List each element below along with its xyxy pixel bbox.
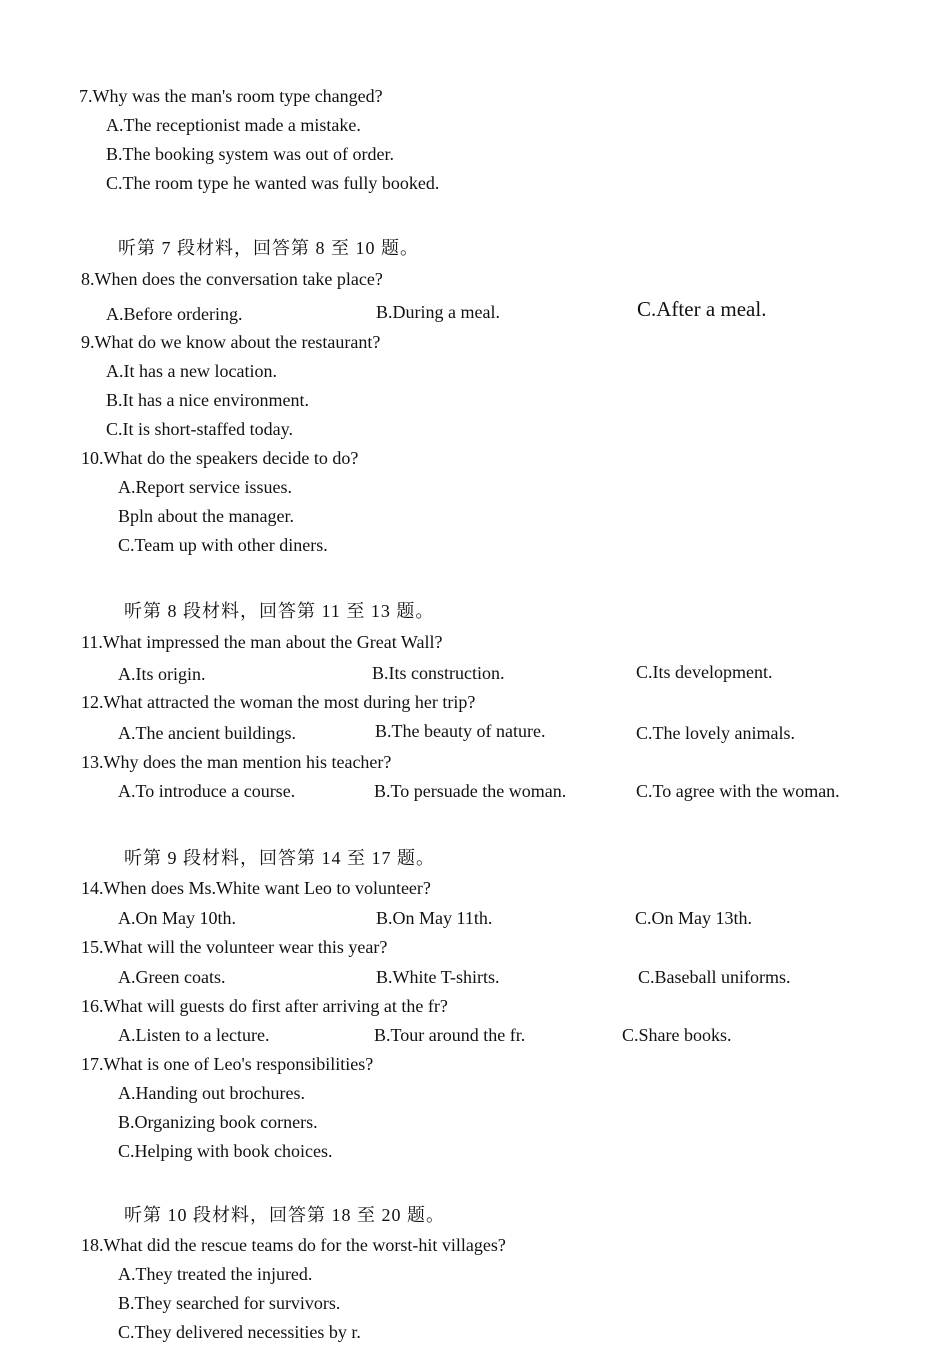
q11-option-b: B.Its construction. — [372, 663, 505, 683]
q16-stem: 16.What will guests do first after arriving at the fr? — [81, 996, 448, 1016]
q13-option-c: C.To agree with the woman. — [636, 781, 840, 801]
q13-option-b: B.To persuade the woman. — [374, 781, 567, 801]
q11-option-a: A.Its origin. — [118, 664, 206, 684]
section-9-heading: 听第 9 段材料，回答第 14 至 17 题。 — [124, 848, 435, 868]
q18-option-b: B.They searched for survivors. — [118, 1293, 341, 1313]
q8-option-c: C.After a meal. — [637, 297, 767, 321]
q7-option-a: A.The receptionist made a mistake. — [106, 115, 361, 135]
q18-option-a: A.They treated the injured. — [118, 1264, 313, 1284]
q9-option-b: B.It has a nice environment. — [106, 390, 309, 410]
q11-option-c: C.Its development. — [636, 662, 773, 682]
q7-option-c: C.The room type he wanted was fully booked. — [106, 173, 440, 193]
q10-option-b: Bpln about the manager. — [118, 506, 294, 526]
q7-stem: 7.Why was the man's room type changed? — [79, 86, 383, 106]
q9-option-a: A.It has a new location. — [106, 361, 277, 381]
section-10-heading: 听第 10 段材料，回答第 18 至 20 题。 — [124, 1205, 445, 1225]
q12-option-a: A.The ancient buildings. — [118, 723, 296, 743]
q15-option-b: B.White T-shirts. — [376, 967, 500, 987]
q10-stem: 10.What do the speakers decide to do? — [81, 448, 359, 468]
q16-option-c: C.Share books. — [622, 1025, 732, 1045]
q15-option-a: A.Green coats. — [118, 967, 226, 987]
q17-option-c: C.Helping with book choices. — [118, 1141, 333, 1161]
q18-option-c: C.They delivered necessities by r. — [118, 1322, 361, 1342]
q12-option-c: C.The lovely animals. — [636, 723, 795, 743]
q14-option-b: B.On May 11th. — [376, 908, 493, 928]
q17-option-b: B.Organizing book corners. — [118, 1112, 318, 1132]
q8-option-a: A.Before ordering. — [106, 304, 243, 324]
q11-stem: 11.What impressed the man about the Great Wall? — [81, 632, 443, 652]
q15-stem: 15.What will the volunteer wear this year? — [81, 937, 388, 957]
q8-option-b: B.During a meal. — [376, 302, 500, 322]
q14-option-a: A.On May 10th. — [118, 908, 236, 928]
q15-option-c: C.Baseball uniforms. — [638, 967, 791, 987]
q7-option-b: B.The booking system was out of order. — [106, 144, 394, 164]
q13-stem: 13.Why does the man mention his teacher? — [81, 752, 392, 772]
q13-option-a: A.To introduce a course. — [118, 781, 296, 801]
q16-option-b: B.Tour around the fr. — [374, 1025, 526, 1045]
q10-option-c: C.Team up with other diners. — [118, 535, 328, 555]
section-7-heading: 听第 7 段材料，回答第 8 至 10 题。 — [118, 238, 419, 258]
q8-stem: 8.When does the conversation take place? — [81, 269, 383, 289]
q17-stem: 17.What is one of Leo's responsibilities? — [81, 1054, 374, 1074]
q17-option-a: A.Handing out brochures. — [118, 1083, 305, 1103]
q18-stem: 18.What did the rescue teams do for the worst-hit villages? — [81, 1235, 506, 1255]
section-8-heading: 听第 8 段材料，回答第 11 至 13 题。 — [124, 601, 435, 621]
q10-option-a: A.Report service issues. — [118, 477, 292, 497]
q9-option-c: C.It is short-staffed today. — [106, 419, 293, 439]
q14-stem: 14.When does Ms.White want Leo to volunteer? — [81, 878, 431, 898]
q12-stem: 12.What attracted the woman the most during her trip? — [81, 692, 476, 712]
q14-option-c: C.On May 13th. — [635, 908, 752, 928]
q16-option-a: A.Listen to a lecture. — [118, 1025, 270, 1045]
q12-option-b: B.The beauty of nature. — [375, 721, 546, 741]
q9-stem: 9.What do we know about the restaurant? — [81, 332, 381, 352]
